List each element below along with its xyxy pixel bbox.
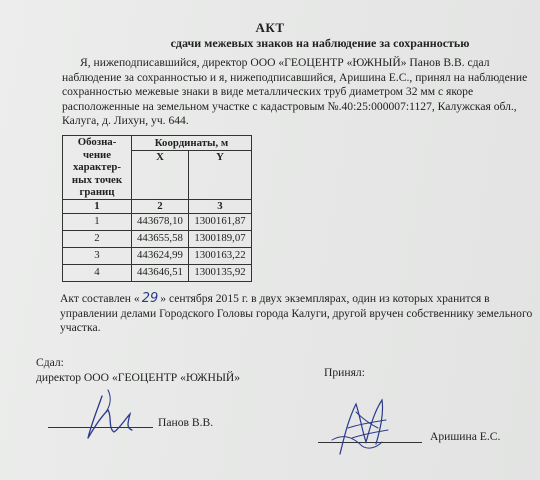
header-x: X [132,150,189,199]
coord-y: 1300161,87 [188,213,251,230]
coord-x: 443655,58 [132,230,189,247]
point-id: 1 [63,213,132,230]
table-row [63,247,252,264]
column-number: 3 [188,199,251,213]
handed-over-name: Панов В.В. [158,416,214,429]
handwritten-signature-left [68,388,158,442]
table-row [63,213,252,230]
intro-line: сохранностью межевые знаки в виде металлических труб диаметром 32 мм с якоре [62,85,474,98]
closing-line: управлении делами Городского Головы города Калуги, другой вручен собственнику земельного [60,306,533,320]
coord-x: 443678,10 [132,213,189,230]
coord-y: 1300135,92 [188,264,251,281]
closing-line: участка. [60,321,101,334]
closing-paragraph [60,292,540,336]
table-row [63,230,252,247]
closing-suffix: » сентября 2015 г. в двух экземплярах, один из которых хранится в [160,292,490,305]
handed-over-label: Сдал: [36,356,64,369]
accepted-label: Принял: [324,366,365,379]
intro-line: расположенные на земельном участке с кадастровым №.40:25:000007:1127, Калужская обл., [62,99,517,113]
coord-x: 443624,99 [132,247,189,264]
header-y: Y [188,150,251,199]
column-number: 2 [132,199,189,213]
coord-x: 443646,51 [132,264,189,281]
point-id: 4 [63,264,132,281]
closing-line [60,292,540,307]
intro-paragraph [62,56,540,129]
handwritten-day: 29 [141,291,159,306]
handwritten-signature-right [322,384,412,460]
handed-over-block [36,356,240,385]
coord-y: 1300163,22 [188,247,251,264]
table-row [63,264,252,281]
accepted-name: Аришина Е.С. [430,430,501,443]
coord-y: 1300189,07 [188,230,251,247]
closing-prefix: Акт составлен « [60,292,140,305]
point-id: 3 [63,247,132,264]
document-subtitle: сдачи межевых знаков на наблюдение за сохранностью [170,36,470,50]
handed-over-role: директор ООО «ГЕОЦЕНТР «ЮЖНЫЙ» [36,370,241,384]
intro-line: Я, нижеподписавшийся, директор ООО «ГЕОЦЕНТР «ЮЖНЫЙ» Панов В.В. сдал [80,56,490,69]
header-coordinates: Координаты, м [132,136,252,151]
intro-line: Калуга, д. Лихун, уч. 644. [62,114,189,127]
header-point-label: Обозна- чение характер- ных точек границ [63,136,132,200]
column-number: 1 [63,199,132,213]
coordinates-table [62,135,252,282]
intro-line: наблюдение за сохранностью и я, нижеподписавшийся, Аришина Е.С., принял на наблюдение [62,70,528,84]
document-title: АКТ [255,20,285,35]
point-id: 2 [63,230,132,247]
